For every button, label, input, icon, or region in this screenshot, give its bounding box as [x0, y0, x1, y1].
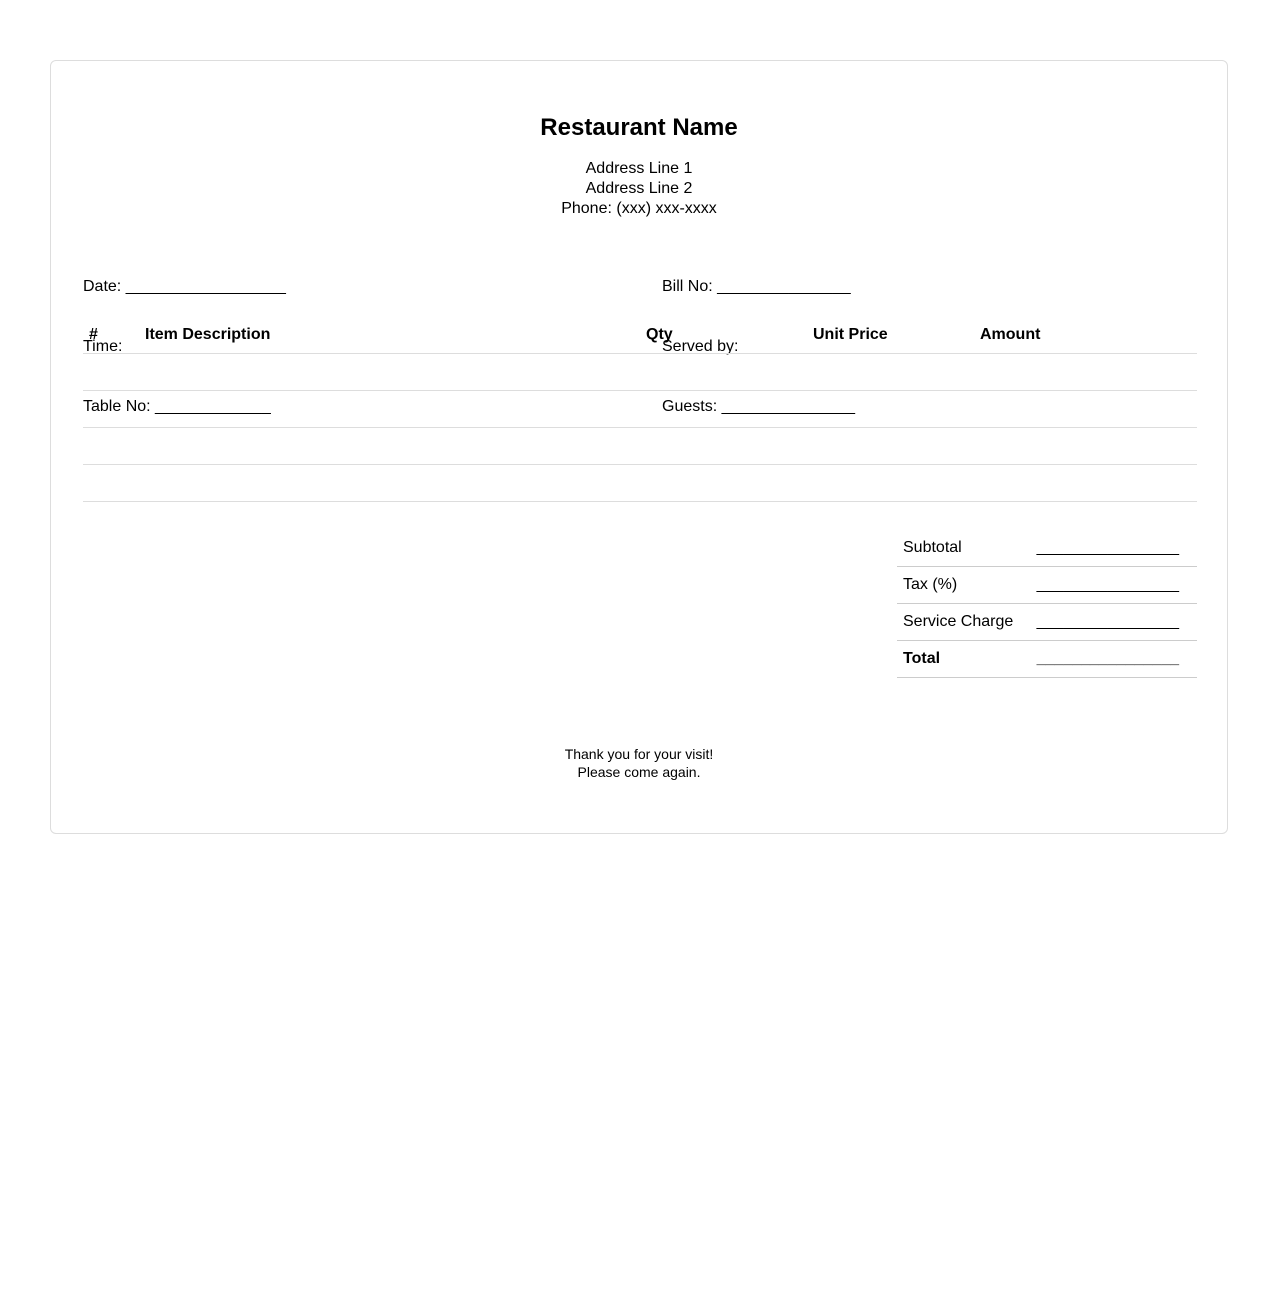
cell: [974, 354, 1197, 391]
restaurant-address: [51, 159, 1227, 219]
cell: [83, 428, 139, 465]
served-by-value: _____________: [742, 338, 859, 355]
col-unit-price: Unit Price: [807, 316, 974, 354]
total-row: [897, 641, 1197, 678]
come-again-text: Please come again.: [577, 764, 701, 780]
date-field: [83, 277, 287, 297]
items-header-row: [83, 316, 1197, 354]
service-charge-row: [897, 604, 1197, 641]
total-value: ________________: [1024, 641, 1197, 678]
total-label: Total: [897, 641, 1024, 678]
cell: [83, 354, 139, 391]
col-number: #: [83, 316, 139, 354]
date-value: __________________: [125, 278, 286, 295]
time-label: Time:: [83, 338, 123, 355]
cell: [139, 465, 640, 502]
table-row: [83, 354, 1197, 391]
time-value: __________________: [126, 338, 288, 355]
service-charge-value: ________________: [1024, 604, 1197, 641]
served-by-label: Served by:: [662, 338, 739, 355]
cell: [83, 391, 139, 428]
summary-table: [897, 530, 1197, 678]
col-item-description: Item Description: [139, 316, 640, 354]
cell: [807, 391, 974, 428]
cell: [807, 428, 974, 465]
address-line-2: Address Line 2: [585, 180, 693, 197]
thank-you-text: Thank you for your visit!: [564, 746, 714, 762]
table-row: [83, 465, 1197, 502]
cell: [139, 428, 640, 465]
table-row: [83, 391, 1197, 428]
cell: [640, 391, 807, 428]
date-label: Date:: [83, 278, 122, 295]
items-table: [83, 316, 1197, 502]
bill-no-value: _______________: [717, 278, 851, 295]
cell: [640, 428, 807, 465]
bill-no-field: [662, 277, 859, 297]
cell: [974, 391, 1197, 428]
cell: [640, 354, 807, 391]
guests-value: _______________: [721, 398, 856, 415]
cell: [807, 465, 974, 502]
tax-value: ________________: [1024, 567, 1197, 604]
cell: [139, 391, 640, 428]
tax-row: [897, 567, 1197, 604]
table-row: [83, 428, 1197, 465]
cell: [807, 354, 974, 391]
subtotal-row: [897, 530, 1197, 567]
cell: [83, 465, 139, 502]
cell: [640, 465, 807, 502]
cell: [974, 428, 1197, 465]
address-line-1: Address Line 1: [585, 160, 693, 177]
table-no-value: _____________: [155, 398, 271, 415]
table-no-label: Table No:: [83, 398, 151, 415]
restaurant-name: Restaurant Name: [540, 114, 738, 141]
receipt-card: [50, 60, 1228, 834]
cell: [974, 465, 1197, 502]
subtotal-label: Subtotal: [897, 530, 1024, 567]
cell: [139, 354, 640, 391]
service-charge-label: Service Charge: [897, 604, 1024, 641]
phone: Phone: (xxx) xxx-xxxx: [561, 200, 717, 217]
col-qty: Qty: [640, 316, 807, 354]
bill-no-label: Bill No:: [662, 278, 713, 295]
tax-label: Tax (%): [897, 567, 1024, 604]
col-amount: Amount: [974, 316, 1197, 354]
guests-label: Guests:: [662, 398, 718, 415]
footer-message: [51, 745, 1227, 781]
subtotal-value: ________________: [1024, 530, 1197, 567]
